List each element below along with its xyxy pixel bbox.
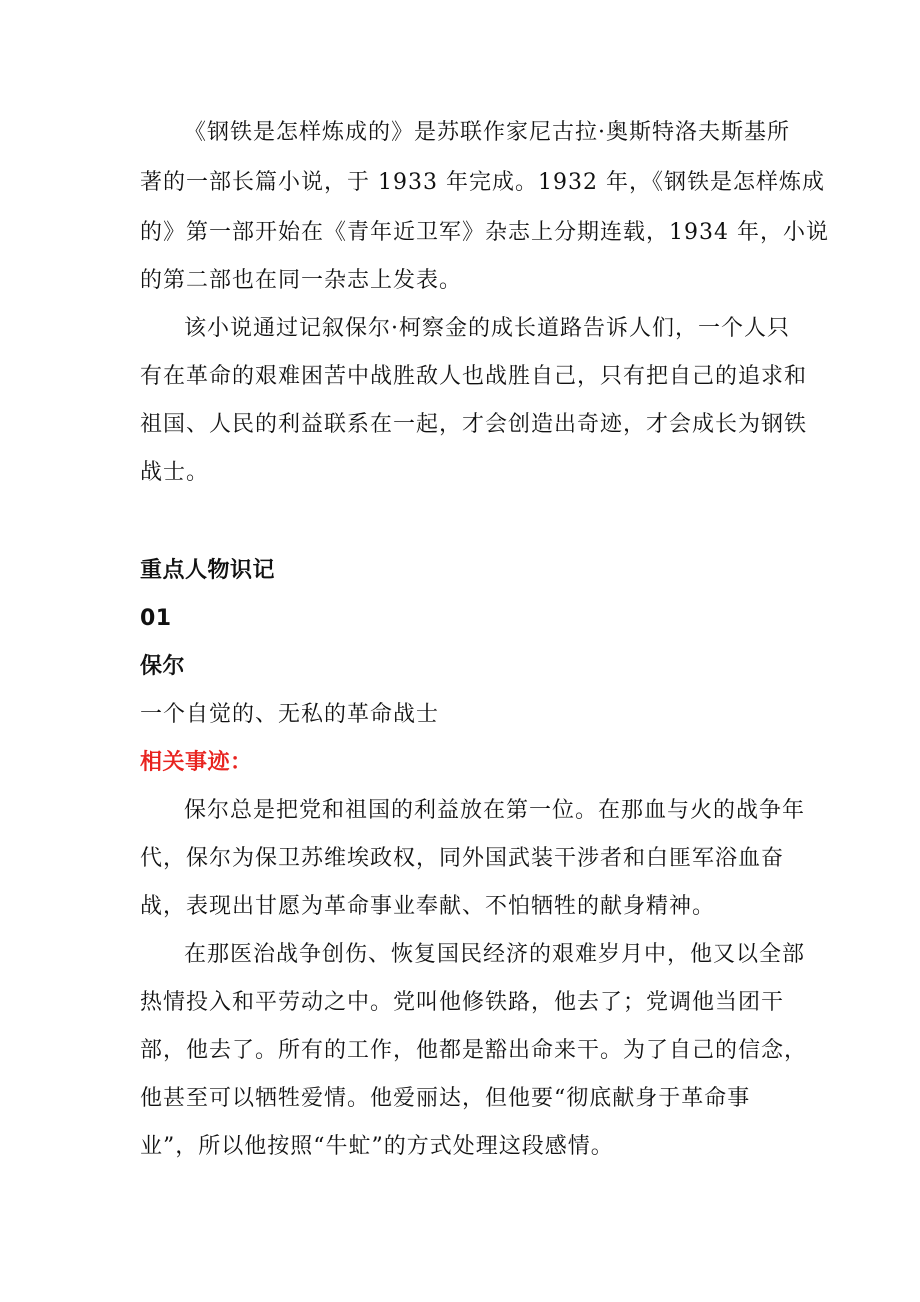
deeds-para1-line-1: 保尔总是把党和祖国的利益放在第一位。在那血与火的战争年: [184, 798, 806, 823]
section-heading: 重点人物识记: [140, 558, 276, 583]
intro-para2-line-2: 有在革命的艰难困苦中战胜敌人也战胜自己，只有把自己的追求和: [140, 364, 808, 389]
deeds-label: 相关事迹：: [140, 750, 253, 775]
intro-para1-line-2: 著的一部长篇小说，于 1933 年完成。1932 年，《钢铁是怎样炼成: [140, 170, 825, 195]
intro-para2-line-1: 该小说通过记叙保尔·柯察金的成长道路告诉人们，一个人只: [184, 316, 790, 341]
section-number: 01: [140, 606, 172, 631]
deeds-para2-line-4: 他甚至可以牺牲爱情。他爱丽达，但他要“彻底献身于革命事: [140, 1086, 751, 1111]
intro-para1-line-1: 《钢铁是怎样炼成的》是苏联作家尼古拉·奥斯特洛夫斯基所: [184, 120, 790, 145]
intro-para1-line-4: 的第二部也在同一杂志上发表。: [140, 268, 463, 293]
deeds-para2-line-3: 部，他去了。所有的工作，他都是豁出命来干。为了自己的信念，: [140, 1038, 808, 1063]
character-name: 保尔: [140, 654, 186, 679]
character-description: 一个自觉的、无私的革命战士: [140, 702, 440, 727]
intro-para2-line-4: 战士。: [140, 460, 210, 485]
deeds-para1-line-3: 战，表现出甘愿为革命事业奉献、不怕牺牲的献身精神。: [140, 894, 716, 919]
intro-para1-line-3: 的》第一部开始在《青年近卫军》杂志上分期连载，1934 年，小说: [140, 220, 829, 245]
intro-para2-line-3: 祖国、人民的利益联系在一起，才会创造出奇迹，才会成长为钢铁: [140, 412, 808, 437]
deeds-para2-line-5: 业”，所以他按照“牛虻”的方式处理这段感情。: [140, 1134, 614, 1159]
deeds-para2-line-2: 热情投入和平劳动之中。党叫他修铁路，他去了；党调他当团干: [140, 990, 785, 1015]
deeds-para1-line-2: 代，保尔为保卫苏维埃政权，同外国武装干涉者和白匪军浴血奋: [140, 846, 785, 871]
deeds-para2-line-1: 在那医治战争创伤、恢复国民经济的艰难岁月中，他又以全部: [184, 942, 806, 967]
